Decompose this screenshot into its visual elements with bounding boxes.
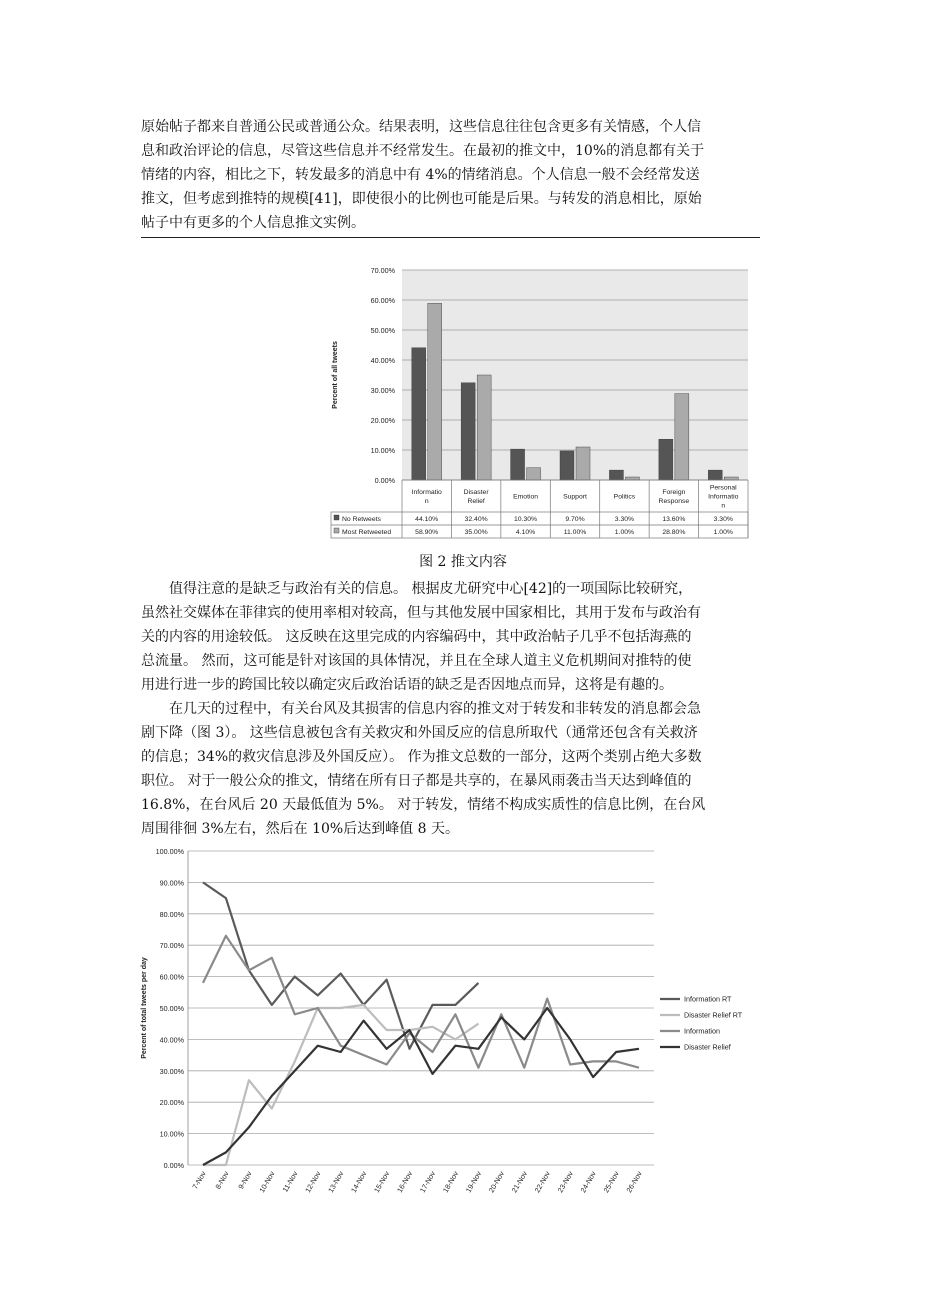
text-line: 帖子中有更多的个人信息推文实例。 <box>141 215 365 231</box>
y-axis-label: Percent of all tweets <box>332 341 339 409</box>
y-tick-label: 10.00% <box>370 446 395 455</box>
legend-label: Disaster Relief <box>684 1042 731 1052</box>
bar-most-retweeted <box>675 394 689 480</box>
figure-3-line-chart <box>138 842 778 1204</box>
category-label: Response <box>658 498 690 505</box>
text-line: 关的内容的用途较低。 这反映在这里完成的内容编码中，其中政治帖子几乎不包括海燕的 <box>141 629 692 645</box>
x-tick-label: 23-Nov <box>555 1169 575 1195</box>
y-tick-label: 60.00% <box>159 972 184 982</box>
y-tick-label: 100.00% <box>155 847 184 856</box>
category-label: n <box>424 498 429 505</box>
figure-2-caption: 图 2 推文内容 <box>419 554 507 570</box>
y-tick-label: 40.00% <box>370 356 395 365</box>
category-label: n <box>721 502 726 510</box>
y-tick-label: 50.00% <box>159 1004 184 1013</box>
data-label: 13.60% <box>662 516 686 523</box>
series-line-disaster-relief <box>203 1008 639 1165</box>
bar-most-retweeted <box>428 303 442 480</box>
y-tick-label: 20.00% <box>159 1098 184 1108</box>
legend-label: Most Retweeted <box>342 529 392 536</box>
bar-no-retweets <box>708 470 722 480</box>
category-label: Informatio <box>411 489 442 496</box>
text-line: 情绪的内容，相比之下，转发最多的消息中有 4%的情绪消息。个人信息一般不会经常发送 <box>141 167 700 183</box>
x-tick-label: 8-Nov <box>213 1169 231 1191</box>
y-tick-label: 70.00% <box>370 266 395 275</box>
text-line: 在几天的过程中，有关台风及其损害的信息内容的推文对于转发和非转发的消息都会急 <box>141 701 701 717</box>
bar-no-retweets <box>659 439 673 480</box>
data-label: 58.90% <box>415 529 439 536</box>
legend-swatch <box>334 528 339 533</box>
y-tick-label: 60.00% <box>370 296 395 305</box>
bar-no-retweets <box>609 470 623 480</box>
paragraph-1 <box>141 115 787 235</box>
bar-no-retweets <box>412 348 426 480</box>
plot-area <box>402 270 748 480</box>
paragraph-2 <box>141 577 787 697</box>
x-tick-label: 10-Nov <box>257 1169 277 1195</box>
bar-most-retweeted <box>724 477 738 480</box>
x-tick-label: 15-Nov <box>371 1169 392 1195</box>
x-tick-label: 24-Nov <box>578 1169 598 1195</box>
bar-most-retweeted <box>477 375 491 480</box>
text-line: 职位。 对于一般公众的推文，情绪在所有日子都是共享的，在暴风雨袭击当天达到峰值的 <box>141 773 692 789</box>
text-line: 的信息；34%的救灾信息涉及外国反应）。 作为推文总数的一部分，这两个类别占绝大多数 <box>141 749 702 765</box>
data-label: 28.80% <box>662 529 686 536</box>
x-tick-label: 20-Nov <box>486 1169 507 1195</box>
x-tick-label: 12-Nov <box>303 1169 323 1195</box>
x-tick-label: 19-Nov <box>463 1169 484 1195</box>
text-line: 虽然社交媒体在菲律宾的使用率相对较高，但与其他发展中国家相比，其用于发布与政治有 <box>141 605 701 621</box>
category-label: Politics <box>613 493 636 501</box>
y-tick-label: 10.00% <box>159 1129 184 1139</box>
category-label: Emotion <box>513 493 539 501</box>
bar-most-retweeted <box>527 468 541 480</box>
data-label: 1.00% <box>713 529 733 536</box>
x-tick-label: 18-Nov <box>440 1169 461 1195</box>
y-tick-label: 0.00% <box>163 1161 184 1170</box>
bar-most-retweeted <box>576 447 590 480</box>
legend-label: No Retweets <box>342 516 381 523</box>
y-tick-label: 80.00% <box>159 909 184 919</box>
paragraph-3 <box>141 697 787 841</box>
x-tick-label: 26-Nov <box>624 1169 644 1195</box>
y-tick-label: 50.00% <box>370 326 395 335</box>
bar-no-retweets <box>511 449 525 480</box>
data-label: 1.00% <box>614 529 635 536</box>
data-label: 4.10% <box>515 529 536 536</box>
category-label: Informatio <box>708 493 739 501</box>
text-line: 周围徘徊 3%左右，然后在 10%后达到峰值 8 天。 <box>141 821 460 837</box>
data-label: 3.30% <box>713 516 733 523</box>
series-line-information-rt <box>203 882 478 1048</box>
data-label: 3.30% <box>614 516 635 523</box>
x-tick-label: 16-Nov <box>394 1169 415 1195</box>
category-label: Personal <box>709 484 737 492</box>
x-tick-label: 22-Nov <box>532 1169 552 1195</box>
text-line: 总流量。 然而，这可能是针对该国的具体情况，并且在全球人道主义危机期间对推特的使 <box>141 653 692 669</box>
y-axis-label: Percent of total tweets per day <box>141 957 148 1059</box>
data-label: 9.70% <box>565 516 585 523</box>
legend-swatch <box>334 515 339 520</box>
data-label: 35.00% <box>464 529 488 536</box>
y-tick-label: 40.00% <box>159 1035 184 1045</box>
data-label: 32.40% <box>464 516 488 523</box>
series-line-disaster-relief-rt <box>203 1005 478 1165</box>
x-tick-label: 13-Nov <box>326 1169 346 1195</box>
text-line: 剧下降（图 3）。 这些信息被包含有关救灾和外国反应的信息所取代（通常还包含有关救济 <box>141 725 698 741</box>
x-tick-label: 21-Nov <box>509 1169 529 1195</box>
x-tick-label: 25-Nov <box>601 1169 621 1195</box>
x-tick-label: 14-Nov <box>348 1169 369 1195</box>
bar-most-retweeted <box>625 477 639 480</box>
horizontal-rule <box>141 237 760 238</box>
y-tick-label: 70.00% <box>159 941 184 951</box>
text-line: 息和政治评论的信息，尽管这些信息并不经常发生。在最初的推文中，10%的消息都有关于 <box>141 143 705 159</box>
x-tick-label: 11-Nov <box>280 1169 300 1194</box>
category-label: Disaster <box>463 489 489 496</box>
y-tick-label: 30.00% <box>370 386 395 395</box>
data-label: 10.30% <box>514 516 538 523</box>
data-label: 44.10% <box>415 516 439 523</box>
x-tick-label: 17-Nov <box>417 1169 438 1195</box>
text-line: 用进行进一步的跨国比较以确定灾后政治话语的缺乏是否因地点而异，这将是有趣的。 <box>141 677 673 693</box>
y-tick-label: 0.00% <box>374 476 395 485</box>
y-tick-label: 30.00% <box>159 1066 184 1076</box>
legend-label: Disaster Relief RT <box>684 1010 743 1020</box>
y-tick-label: 20.00% <box>370 416 395 425</box>
category-label: Support <box>563 493 587 501</box>
text-line: 值得注意的是缺乏与政治有关的信息。 根据皮尤研究中心[42]的一项国际比较研究， <box>141 581 693 597</box>
figure-2-bar-chart <box>327 262 753 547</box>
category-label: Foreign <box>662 489 686 496</box>
bar-no-retweets <box>461 383 475 480</box>
text-line: 16.8%，在台风后 20 天最低值为 5%。 对于转发，情绪不构成实质性的信息比例，在台风 <box>141 797 706 813</box>
x-tick-label: 7-Nov <box>190 1169 208 1191</box>
x-tick-label: 9-Nov <box>236 1169 254 1191</box>
legend-label: Information <box>684 1026 720 1036</box>
legend-label: Information RT <box>684 994 732 1004</box>
category-label: Relief <box>467 498 485 505</box>
text-line: 原始帖子都来自普通公民或普通公众。结果表明，这些信息往往包含更多有关情感，个人信 <box>141 119 701 135</box>
text-line: 推文，但考虑到推特的规模[41]，即使很小的比例也可能是后果。与转发的消息相比，原始 <box>141 191 702 207</box>
data-label: 11.00% <box>563 529 587 536</box>
bar-no-retweets <box>560 451 574 480</box>
y-tick-label: 90.00% <box>159 878 184 888</box>
